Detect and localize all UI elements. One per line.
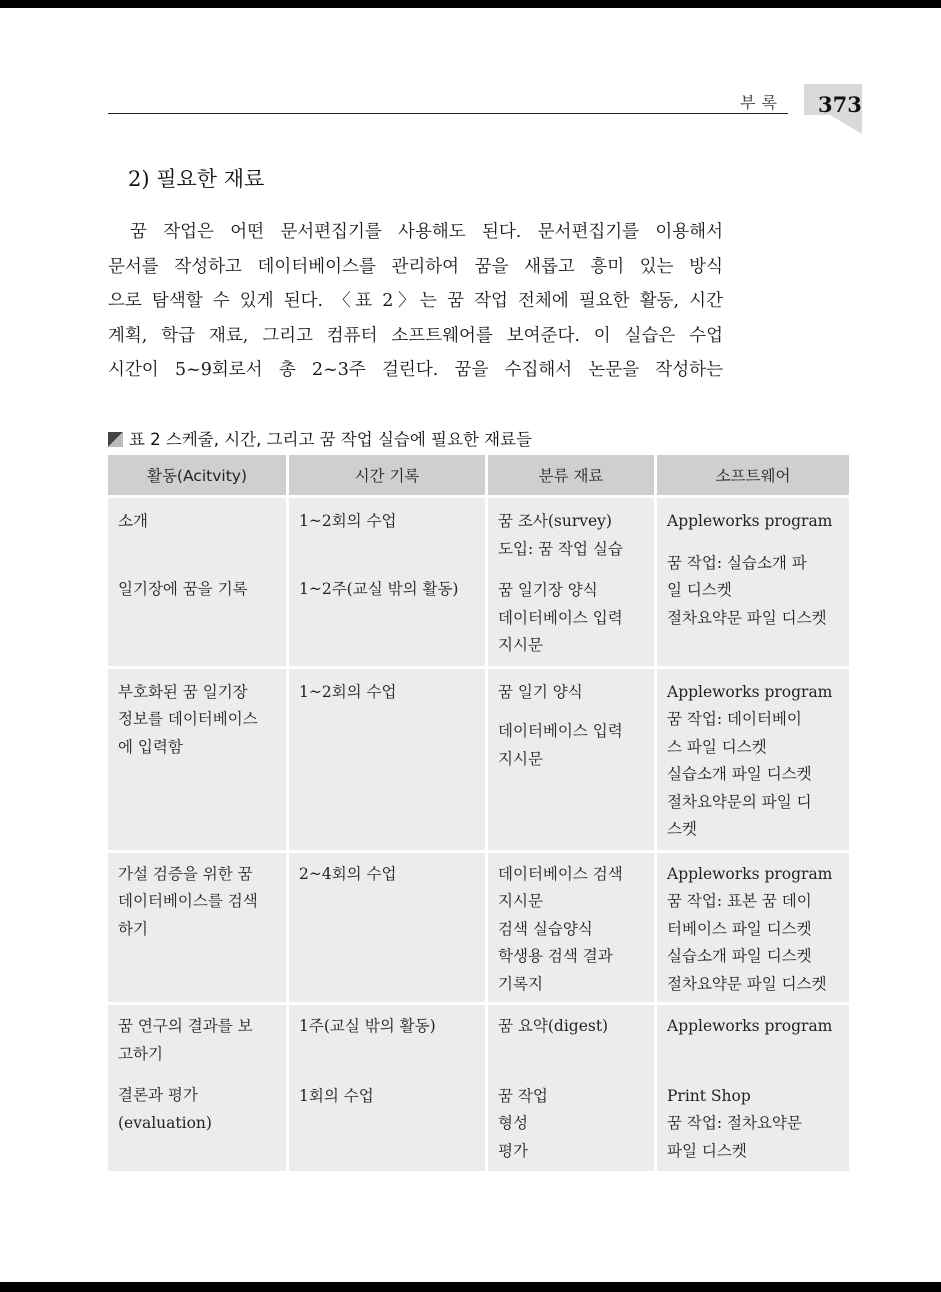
cell-spacer: [299, 536, 479, 576]
cell-line: 절차요약문 파일 디스켓: [667, 974, 827, 993]
table-row: [108, 498, 849, 669]
header-software: 소프트웨어: [657, 455, 849, 498]
table-cell-activity: [108, 669, 286, 853]
body-line: 꿈 작업은 어떤 문서편집기를 사용해도 된다. 문서편집기를 이용해서: [130, 222, 723, 242]
cell-line: 고하기: [118, 1044, 163, 1063]
table-cell-software: [657, 498, 849, 669]
cell-line: 하기: [118, 919, 148, 938]
cell-line: 형성: [498, 1114, 528, 1132]
table-cell-time: [289, 498, 485, 669]
cell-line: 소개: [118, 512, 148, 530]
header-activity: 활동(Acitvity): [108, 455, 286, 498]
table-caption: [108, 426, 532, 450]
cell-line: 절차요약문 파일 디스켓: [667, 608, 827, 627]
cell-line: 도입: 꿈 작업 실습: [498, 539, 623, 558]
cell-line: 터베이스 파일 디스켓: [667, 919, 812, 938]
table-cell-materials: [488, 498, 654, 669]
cell-line: 스 파일 디스켓: [667, 737, 767, 756]
cell-spacer: [498, 563, 648, 577]
table-cell-time: [289, 1005, 485, 1174]
cell-line: 데이터베이스 입력: [498, 722, 623, 740]
cell-line: 검색 실습양식: [498, 919, 593, 938]
table-cell-time: [289, 853, 485, 1006]
cell-line: 1~2회의 수업: [299, 682, 397, 701]
cell-line: 데이터베이스 입력: [498, 608, 623, 627]
cell-line: 꿈 작업: 데이터베이: [667, 710, 802, 728]
cell-line: Appleworks program: [667, 1017, 833, 1035]
cell-line: 꿈 요약(digest): [498, 1017, 609, 1035]
cell-line: 지시문: [498, 749, 543, 768]
cell-line: 절차요약문의 파일 디: [667, 792, 812, 811]
body-line: 계획, 학급 재료, 그리고 컴퓨터 소프트웨어를 보여준다. 이 실습은 수업: [108, 325, 723, 346]
table-cell-materials: [488, 669, 654, 853]
body-line: 문서를 작성하고 데이터베이스를 관리하여 꿈을 새롭고 흥미 있는 방식: [108, 256, 723, 277]
table-row: [108, 1005, 849, 1174]
bottom-border: [0, 1282, 941, 1292]
cell-line: 에 입력함: [118, 737, 183, 756]
page-number: 373: [818, 92, 862, 117]
cell-line: 1회의 수업: [299, 1086, 374, 1105]
cell-line: Print Shop: [667, 1086, 751, 1105]
cell-line: 데이터베이스 검색: [498, 864, 623, 883]
table-cell-time: [289, 669, 485, 853]
cell-line: Appleworks program: [667, 864, 833, 883]
cell-line: Appleworks program: [667, 682, 833, 701]
cell-spacer: [498, 1041, 648, 1083]
cell-line: 꿈 일기장 양식: [498, 581, 598, 599]
top-border: [0, 0, 941, 8]
cell-line: 꿈 작업: 표본 꿈 데이: [667, 892, 812, 910]
cell-line: 데이터베이스를 검색: [118, 892, 258, 910]
cell-spacer: [667, 1041, 843, 1083]
cell-line: 1~2주(교실 밖의 활동): [299, 579, 459, 598]
table-cell-materials: [488, 853, 654, 1006]
cell-spacer: [118, 536, 280, 576]
cell-spacer: [498, 706, 648, 718]
cell-line: 정보를 데이터베이스: [118, 710, 258, 728]
cell-line: 꿈 연구의 결과를 보: [118, 1017, 253, 1035]
cell-line: 기록지: [498, 974, 543, 993]
cell-line: 가설 검증을 위한 꿈: [118, 864, 253, 883]
cell-line: 실습소개 파일 디스켓: [667, 765, 812, 783]
caption-square-icon: [108, 432, 123, 447]
table-cell-materials: [488, 1005, 654, 1174]
table-cell-activity: [108, 853, 286, 1006]
body-line: 으로 탐색할 수 있게 된다. 〈표 2〉는 꿈 작업 전체에 필요한 활동, 시간: [108, 291, 723, 311]
cell-line: 꿈 작업: [498, 1086, 548, 1105]
cell-line: 꿈 작업: 절차요약문: [667, 1114, 802, 1132]
cell-spacer: [118, 1068, 280, 1082]
header-rule: [108, 113, 788, 114]
cell-line: 실습소개 파일 디스켓: [667, 947, 812, 965]
cell-line: 일기장에 꿈을 기록: [118, 579, 248, 598]
table-row: [108, 669, 849, 853]
body-paragraph: [108, 215, 723, 388]
table-cell-activity: [108, 498, 286, 669]
cell-line: 일 디스켓: [667, 581, 732, 599]
cell-line: 학생용 검색 결과: [498, 947, 613, 965]
cell-line: 결론과 평가: [118, 1086, 198, 1104]
cell-line: 스켓: [667, 820, 697, 838]
running-header: 부록: [740, 93, 783, 112]
cell-line: 2~4회의 수업: [299, 864, 397, 883]
cell-line: 1주(교실 밖의 활동): [299, 1017, 436, 1035]
cell-spacer: [299, 1041, 479, 1083]
table-header-row: [108, 455, 849, 498]
table-cell-software: [657, 669, 849, 853]
materials-table: [105, 455, 852, 1174]
cell-line: 꿈 조사(survey): [498, 512, 612, 530]
cell-line: 부호화된 꿈 일기장: [118, 682, 248, 701]
cell-spacer: [667, 536, 843, 550]
header-materials: 분류 재료: [488, 455, 654, 498]
cell-line: 지시문: [498, 892, 543, 910]
cell-line: 파일 디스켓: [667, 1141, 747, 1160]
cell-line: 1~2회의 수업: [299, 512, 397, 530]
cell-line: 평가: [498, 1141, 528, 1160]
table-row: [108, 853, 849, 1006]
table-cell-software: [657, 1005, 849, 1174]
cell-line: (evaluation): [118, 1113, 212, 1132]
cell-line: Appleworks program: [667, 512, 833, 530]
cell-line: 꿈 일기 양식: [498, 682, 583, 701]
table-cell-activity: [108, 1005, 286, 1174]
section-heading: 2) 필요한 재료: [128, 167, 265, 191]
body-line: 시간이 5~9회로서 총 2~3주 걸린다. 꿈을 수집해서 논문을 작성하는: [108, 360, 723, 380]
cell-line: 지시문: [498, 636, 543, 654]
table-cell-software: [657, 853, 849, 1006]
table-caption-text: 표 2 스케줄, 시간, 그리고 꿈 작업 실습에 필요한 재료들: [129, 430, 532, 449]
cell-line: 꿈 작업: 실습소개 파: [667, 553, 807, 572]
header-time: 시간 기록: [289, 455, 485, 498]
